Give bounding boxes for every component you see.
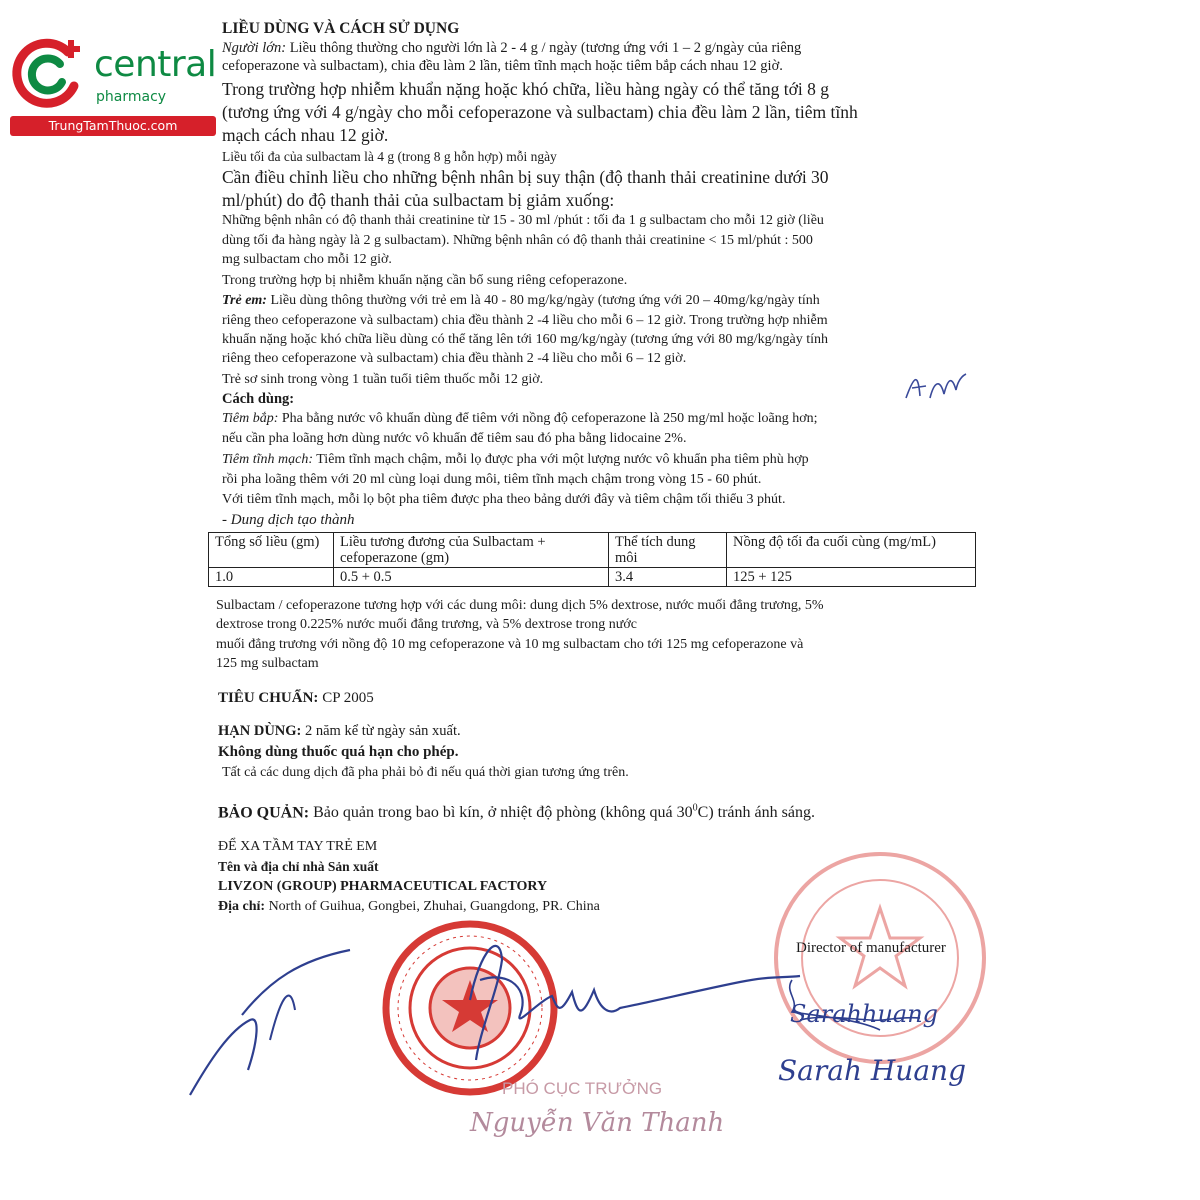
- director-title: Director of manufacturer: [796, 940, 946, 956]
- keep-away-text: ĐỂ XA TẦM TAY TRẺ EM: [218, 839, 378, 854]
- table-header-cell: Tổng số liều (gm): [209, 533, 334, 568]
- table-cell: 0.5 + 0.5: [334, 568, 609, 587]
- renal-text-1: Cần điều chỉnh liều cho những bệnh nhân bị suy thận (độ thanh thải creatinine dưới 30: [222, 167, 829, 187]
- table-row: [209, 568, 976, 587]
- address-label: Địa chỉ:: [218, 899, 266, 914]
- max-dose-text: Liều tối đa của sulbactam là 4 g (trong 8 g hỗn hợp) mỗi ngày: [222, 149, 557, 164]
- severe-text-1: Trong trường hợp nhiễm khuẩn nặng hoặc khó chữa, liều hàng ngày có thể tăng tới 8 g: [222, 79, 829, 99]
- director-signature-2: Sarah Huang: [778, 1054, 966, 1087]
- renal-text-2: ml/phút) do độ thanh thải của sulbactam bị giảm xuống:: [222, 190, 615, 210]
- newborn-text: Trẻ sơ sinh trong vòng 1 tuần tuổi tiêm thuốc mỗi 12 giờ.: [222, 372, 544, 387]
- usage-heading: Cách dùng:: [222, 391, 295, 407]
- im-label: Tiêm bắp:: [222, 411, 279, 426]
- renal-text-4: dùng tối đa hàng ngày là 2 g sulbactam). Những bệnh nhân có độ thanh thải creatinine < 15 ml/phút : 500: [222, 233, 813, 248]
- severe-text-2: (tương ứng với 4 g/ngày cho mỗi cefoperazone và sulbactam) chia đều làm 2 lần, tiêm tĩnh: [222, 102, 858, 122]
- im-text-2: nếu cần pha loãng hơn dùng nước vô khuẩn để tiêm sau đó pha bằng lidocaine 2%.: [222, 431, 687, 446]
- children-text-2: riêng theo cefoperazone và sulbactam) chia đều thành 2 -4 liều cho mỗi 6 – 12 giờ. Trong trường hợp nhiễm: [222, 313, 828, 328]
- table-header-cell: Nồng độ tối đa cuối cùng (mg/mL): [727, 533, 976, 568]
- manufacturer-name: LIVZON (GROUP) PHARMACEUTICAL FACTORY: [218, 879, 548, 894]
- iv-text-3: Với tiêm tĩnh mạch, mỗi lọ bột pha tiêm được pha theo bảng dưới đây và tiêm chậm tối thiểu 3 phút.: [222, 492, 786, 507]
- compat-text-1: Sulbactam / cefoperazone tương hợp với các dung môi: dung dịch 5% dextrose, nước muối đẳng trương, 5%: [216, 598, 824, 613]
- logo-brand: central: [94, 44, 217, 85]
- dosage-heading: LIỀU DÙNG VÀ CÁCH SỬ DỤNG: [222, 20, 460, 37]
- table-header-cell: Thể tích dung môi: [609, 533, 727, 568]
- logo-site-link[interactable]: TrungTamThuoc.com: [10, 116, 216, 136]
- expiry-label: HẠN DÙNG:: [218, 723, 302, 739]
- children-text-1: Liều dùng thông thường với trẻ em là 40 - 80 mg/kg/ngày (tương ứng với 20 – 40mg/kg/ngày tính: [270, 293, 820, 308]
- storage-label: BẢO QUẢN:: [218, 804, 310, 822]
- renal-text-3: Những bệnh nhân có độ thanh thải creatinine từ 15 - 30 ml /phút : tối đa 1 g sulbactam cho mỗi 12 giờ (liều: [222, 213, 824, 228]
- compat-text-4: 125 mg sulbactam: [216, 656, 319, 671]
- expiry-warning: Không dùng thuốc quá hạn cho phép.: [218, 744, 459, 760]
- pharmacy-cross-icon: [8, 36, 92, 116]
- adults-text-1: Liều thông thường cho người lớn là 2 - 4 g / ngày (tương ứng với 1 – 2 g/ngày của riêng: [289, 40, 802, 56]
- compat-text-2: dextrose trong 0.225% nước muối đẳng trương, và 5% dextrose trong nước: [216, 617, 637, 632]
- iv-text-2: rồi pha loãng thêm với 20 ml cùng loại dung môi, tiêm tĩnh mạch chậm trong vòng 15 - 60 phút.: [222, 472, 762, 487]
- iv-label: Tiêm tĩnh mạch:: [222, 452, 313, 467]
- logo-subtitle: pharmacy: [96, 89, 167, 105]
- central-pharmacy-logo[interactable]: [8, 34, 218, 134]
- initials-signature-mark: [900, 368, 970, 408]
- supplement-text: Trong trường hợp bị nhiễm khuẩn nặng cần bổ sung riêng cefoperazone.: [222, 273, 628, 288]
- dilution-table: [208, 532, 976, 587]
- table-cell: 3.4: [609, 568, 727, 587]
- deputy-name: Nguyễn Văn Thanh: [470, 1108, 725, 1138]
- children-label: Trẻ em:: [222, 293, 267, 308]
- iv-text-1: Tiêm tĩnh mạch chậm, mỗi lọ được pha với một lượng nước vô khuẩn pha tiêm phù hợp: [316, 452, 809, 467]
- children-text-4: riêng theo cefoperazone và sulbactam) chia đều thành 2 -4 liều cho mỗi 6 – 12 giờ.: [222, 351, 687, 366]
- storage-value: Bảo quản trong bao bì kín, ở nhiệt độ phòng (không quá $30^0C$) tránh ánh sáng.: [313, 803, 815, 822]
- table-cell: 1.0: [209, 568, 334, 587]
- discard-text: Tất cả các dung dịch đã pha phải bỏ đi nếu quá thời gian tương ứng trên.: [222, 765, 629, 780]
- severe-text-3: mạch cách nhau 12 giờ.: [222, 125, 389, 145]
- table-header-row: [209, 533, 976, 568]
- standard-label: TIÊU CHUẨN:: [218, 690, 319, 706]
- standard-value: CP 2005: [322, 690, 374, 706]
- adults-label: Người lớn:: [222, 40, 287, 56]
- expiry-value: 2 năm kể từ ngày sản xuất.: [305, 723, 461, 739]
- table-header-cell: Liều tương đương của Sulbactam + cefoperazone (gm): [334, 533, 609, 568]
- deputy-title: PHÓ CỤC TRƯỞNG: [502, 1079, 663, 1098]
- table-cell: 125 + 125: [727, 568, 976, 587]
- director-signature-1: Sarahhuang: [790, 1000, 939, 1028]
- manufacturer-name-label: Tên và địa chỉ nhà Sản xuất: [218, 859, 379, 874]
- adults-text-2: cefoperazone và sulbactam), chia đều làm 2 lần, tiêm tĩnh mạch hoặc tiêm bắp cách nhau 12 giờ.: [222, 58, 783, 74]
- renal-text-5: mg sulbactam cho mỗi 12 giờ.: [222, 252, 392, 267]
- compat-text-3: muối đẳng trương với nồng độ 10 mg cefoperazone và 10 mg sulbactam cho tới 125 mg cefoperazone và: [216, 637, 804, 652]
- children-text-3: khuẩn nặng hoặc khó chữa liều dùng có thể tăng lên tới 160 mg/kg/ngày (tương ứng với 80 mg/kg/ngày tính: [222, 332, 829, 347]
- im-text-1: Pha bằng nước vô khuẩn dùng để tiêm với nồng độ cefoperazone là 250 mg/ml hoặc loãng hơn;: [281, 411, 818, 426]
- address-value: North of Guihua, Gongbei, Zhuhai, Guangdong, PR. China: [268, 899, 600, 914]
- table-caption: - Dung dịch tạo thành: [222, 512, 355, 528]
